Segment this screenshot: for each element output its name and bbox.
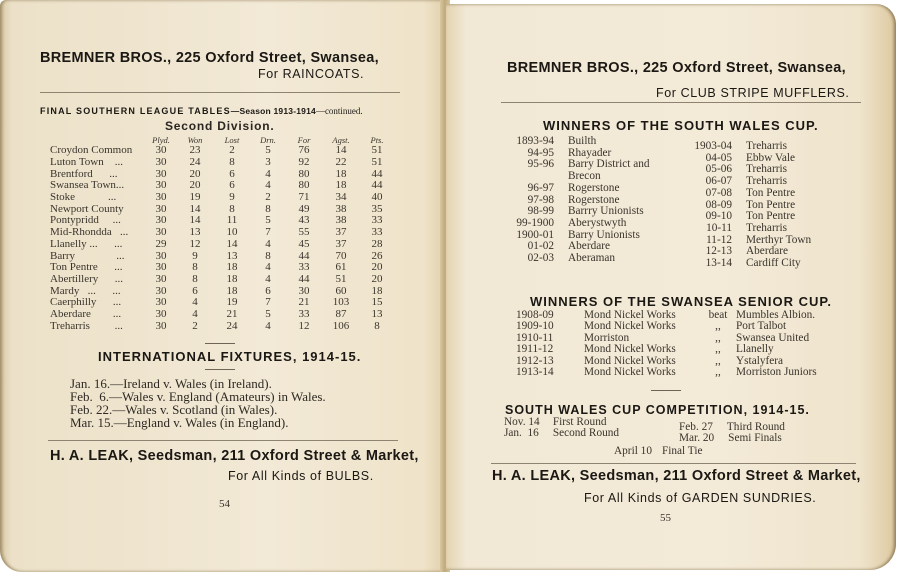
cell-won: 4 [192,307,198,320]
season: 1903-04 [694,140,732,152]
season: 02-03 [527,252,554,265]
season: 1908-09 [516,309,554,321]
col-against: Agst. [332,134,350,145]
round-date: Mar. 20 [679,432,715,444]
cell-goals-for: 76 [298,144,310,157]
cell-drawn: 2 [265,191,271,204]
season: 07-08 [705,186,732,199]
short-divider [205,343,235,344]
cup-winner-row [506,218,650,230]
cell-lost: 18 [226,272,238,285]
cell-goals-against: 87 [335,307,347,320]
team-name: Treharris ... [50,319,123,332]
cell-played: 30 [155,144,167,157]
cell-points: 26 [371,249,383,262]
cell-points: 33 [371,226,383,239]
cell-goals-against: 18 [335,179,347,192]
cell-played: 30 [155,191,167,204]
winner: Mond Nickel Works [584,366,676,379]
league-table [50,134,394,332]
cell-goals-for: 44 [298,272,310,285]
league-season: —Season 1913-1914 [230,106,316,116]
cell-lost: 9 [229,191,235,204]
season: 98-99 [527,205,554,218]
season: 1912-13 [516,354,554,367]
cell-lost: 2 [229,144,235,157]
season: 12-13 [705,245,732,258]
league-row [50,262,394,274]
team-name: Mid-Rhondda ... [50,226,129,239]
cell-played: 30 [155,284,167,297]
beat: ,, [715,343,721,356]
winner: Ton Pentre [746,198,796,211]
cell-goals-for: 49 [298,202,310,215]
cell-lost: 13 [226,249,238,262]
team-name: Newport County [50,202,124,215]
league-table-title [40,106,363,116]
cell-played: 29 [155,237,167,250]
cell-goals-against: 51 [335,272,347,285]
south-wales-cup-list-right [686,141,811,270]
cell-lost: 8 [229,202,235,215]
team-name: Llanelly ... ... [50,237,123,250]
league-row [50,285,394,297]
cell-won: 19 [189,191,201,204]
round-date: April 10 [614,445,652,457]
short-divider [651,390,681,391]
league-row [50,250,394,262]
cell-drawn: 4 [265,272,271,285]
col-drawn: Drn. [260,134,276,145]
cell-drawn: 5 [265,144,271,157]
cell-goals-against: 106 [332,319,350,332]
league-row [50,203,394,215]
swansea-cup-row [516,344,817,355]
winner: Barrry Unionists [568,205,644,218]
league-row [50,297,394,309]
cell-points: 33 [371,214,383,227]
cell-played: 30 [155,319,167,332]
season: 09-10 [705,210,732,223]
season: 06-07 [705,175,732,188]
cell-points: 35 [371,202,383,215]
cell-points: 8 [374,319,380,332]
cell-drawn: 5 [265,307,271,320]
season: 94-95 [527,146,554,159]
cell-drawn: 4 [265,261,271,274]
cell-played: 30 [155,261,167,274]
cell-won: 20 [189,167,201,180]
cell-lost: 6 [229,167,235,180]
cell-won: 8 [192,272,198,285]
cell-goals-for: 12 [298,319,310,332]
league-row [50,192,394,204]
beat: ,, [715,320,721,333]
short-divider [205,369,235,370]
winner: Barry Unionists [568,228,640,241]
winner: Rogerstone [568,193,620,206]
cell-won: 8 [192,261,198,274]
cell-goals-for: 80 [298,179,310,192]
season: 1913-14 [516,366,554,379]
beat: beat [708,309,728,321]
cell-points: 20 [371,272,383,285]
cell-lost: 18 [226,261,238,274]
cell-goals-against: 22 [335,156,347,169]
team-name: Ton Pentre ... [50,261,123,274]
cell-drawn: 8 [265,249,271,262]
team-name: Stoke ... [50,191,117,204]
cell-played: 30 [155,202,167,215]
runner-up: Swansea United [736,331,810,344]
winner: Aberdare [746,245,789,258]
cell-played: 30 [155,214,167,227]
season: 13-14 [705,257,732,270]
cell-goals-for: 80 [298,167,310,180]
winner: Treharris [746,140,788,152]
round-item [679,433,782,445]
cell-lost: 18 [226,284,238,297]
right-top-advert-line1: BREMNER BROS., 225 Oxford Street, Swansea, [507,60,846,76]
divider [491,463,856,464]
left-top-advert-line2: For RAINCOATS. [258,67,365,81]
cell-points: 44 [371,179,383,192]
winner: Treharris [746,175,788,188]
cell-points: 44 [371,167,383,180]
cell-lost: 24 [226,319,238,332]
runner-up: Llanelly [736,343,774,356]
col-points: Pts. [370,134,384,145]
swansea-cup-title: WINNERS OF THE SWANSEA SENIOR CUP. [530,294,832,309]
league-row [50,320,394,332]
cell-goals-against: 34 [335,191,347,204]
left-bottom-advert-line2: For All Kinds of BULBS. [228,469,374,483]
col-won: Won [187,134,203,145]
team-name: Caerphilly ... [50,296,122,309]
round-name: Final Tie [661,445,703,457]
cup-winner-row [686,188,811,200]
divider [501,102,861,103]
round-date: Nov. 14 [504,416,540,428]
round-name: First Round [552,416,607,428]
winner: Ton Pentre [746,186,796,199]
cell-won: 2 [192,319,198,332]
cup-winner-row [506,136,650,148]
competition-title: SOUTH WALES CUP COMPETITION, 1914-15. [505,403,810,417]
cell-won: 14 [189,214,201,227]
divider [40,92,400,93]
round-date: Feb. 27 [679,421,713,433]
cell-points: 20 [371,261,383,274]
season: 10-11 [706,221,732,234]
runner-up: Mumbles Albion. [736,309,816,321]
season: 08-09 [705,198,732,211]
league-row [50,227,394,239]
team-name: Pontypridd ... [50,214,121,227]
league-row [50,215,394,227]
round-item [504,428,619,440]
cell-played: 30 [155,167,167,180]
league-row [50,180,394,192]
cell-points: 40 [371,191,383,204]
divider [48,440,398,441]
cell-goals-against: 14 [335,144,347,157]
league-row [50,274,394,286]
winner: Barry District and [568,158,650,171]
cell-won: 23 [189,144,201,157]
page-number-left: 54 [219,498,230,510]
cup-winner-row [506,253,650,265]
winner: Merthyr Town [746,233,812,246]
round-name: Third Round [726,421,785,433]
cup-winner-row [686,141,811,153]
winner: Ton Pentre [746,210,796,223]
winner: Cardiff City [746,257,801,270]
cell-goals-against: 61 [335,261,347,274]
fixture-item: Jan. 16.—Ireland v. Wales (in Ireland). [70,376,272,391]
season: 1909-10 [516,320,554,333]
winner: Mond Nickel Works [584,354,676,367]
fixture-item: Feb. 6.—Wales v. England (Amateurs) in Wales. [70,389,326,404]
swansea-cup-list [516,310,817,378]
fixtures-title: INTERNATIONAL FIXTURES, 1914-15. [98,349,362,364]
page-number-right: 55 [660,512,671,524]
league-header-row [50,134,394,145]
round-name: Semi Finals [728,432,782,444]
cell-won: 6 [192,284,198,297]
cell-lost: 6 [229,179,235,192]
right-bottom-advert-line2: For All Kinds of GARDEN SUNDRIES. [584,491,817,505]
cell-goals-for: 21 [298,296,310,309]
cell-goals-for: 92 [298,156,310,169]
winner: Aberaman [568,252,616,265]
left-top-advert-line1: BREMNER BROS., 225 Oxford Street, Swansea, [40,50,379,66]
winner: Mond Nickel Works [584,343,676,356]
season: 95-96 [527,158,554,171]
round-date: Jan. 16 [504,427,539,439]
cell-lost: 14 [226,237,238,250]
season: 1893-94 [516,135,554,147]
cell-goals-for: 43 [298,214,310,227]
team-name: Abertillery ... [50,272,124,285]
cell-goals-for: 44 [298,249,310,262]
right-page [446,4,896,570]
winner: Brecon [568,170,601,183]
cell-goals-against: 38 [335,214,347,227]
cell-goals-against: 37 [335,226,347,239]
cell-lost: 8 [229,156,235,169]
runner-up: Port Talbot [736,320,787,333]
cell-goals-against: 70 [335,249,347,262]
cell-drawn: 7 [265,226,271,239]
team-name: Brentford ... [50,167,118,180]
cell-lost: 21 [226,307,238,320]
team-name: Swansea Town... [50,179,125,192]
south-wales-cup-title: WINNERS OF THE SOUTH WALES CUP. [543,118,819,133]
south-wales-cup-list-left [506,136,650,265]
left-page [0,0,446,572]
cell-drawn: 7 [265,296,271,309]
cell-goals-for: 55 [298,226,310,239]
cell-played: 30 [155,296,167,309]
winner: Treharris [746,221,788,234]
col-played: Plyd. [152,134,170,145]
col-lost: Lost [224,134,240,145]
cell-played: 30 [155,156,167,169]
season: 99-1900 [516,216,554,229]
fixture-item: Mar. 15.—England v. Wales (in England). [70,415,289,430]
season: 11-12 [706,233,732,246]
cell-drawn: 4 [265,179,271,192]
season: 97-98 [527,193,554,206]
right-top-advert-line2: For CLUB STRIPE MUFFLERS. [656,86,850,100]
team-name: Croydon Common [50,144,133,157]
beat: ,, [715,354,721,367]
team-name: Barry ... [50,249,125,262]
season: 96-97 [527,181,554,194]
runner-up: Morriston Juniors [736,366,817,379]
fixture-item: Feb. 22.—Wales v. Scotland (in Wales). [70,402,278,417]
league-row [50,239,394,251]
round-name: Second Round [552,427,620,439]
cup-winner-row [686,223,811,235]
cup-winner-row [506,183,650,195]
league-row [50,168,394,180]
winner: Ebbw Vale [746,151,796,164]
cell-won: 14 [189,202,201,215]
league-title-text: FINAL SOUTHERN LEAGUE TABLES [40,106,231,116]
team-name: Luton Town ... [50,156,123,169]
winner: Morriston [584,331,630,344]
winner: Rhayader [568,146,612,159]
cell-goals-against: 18 [335,167,347,180]
league-row [50,309,394,321]
winner: Aberdare [568,240,611,253]
cell-won: 20 [189,179,201,192]
season: 05-06 [705,163,732,176]
beat: ,, [715,366,721,379]
cell-goals-against: 37 [335,237,347,250]
left-bottom-advert-line1: H. A. LEAK, Seedsman, 211 Oxford Street & Market, [50,448,419,464]
cell-points: 28 [371,237,383,250]
runner-up: Ystalyfera [736,354,784,367]
team-name: Aberdare ... [50,307,122,320]
cell-won: 12 [189,237,201,250]
right-bottom-advert-line1: H. A. LEAK, Seedsman, 211 Oxford Street & Market, [492,468,861,484]
cell-played: 30 [155,249,167,262]
season: 1911-12 [516,343,554,356]
winner: Mond Nickel Works [584,309,676,321]
cell-played: 30 [155,226,167,239]
season: 1900-01 [516,228,554,241]
cell-drawn: 3 [265,156,271,169]
league-row [50,145,394,157]
cell-goals-against: 103 [332,296,350,309]
cell-goals-for: 30 [298,284,310,297]
cell-points: 51 [371,144,383,157]
season: 1910-11 [516,331,554,344]
round-item [614,446,702,458]
cell-drawn: 4 [265,237,271,250]
winner: Treharris [746,163,788,176]
cell-drawn: 4 [265,167,271,180]
cell-goals-against: 38 [335,202,347,215]
cell-goals-for: 45 [298,237,310,250]
cell-goals-against: 60 [335,284,347,297]
league-row [50,157,394,169]
col-for: For [297,134,311,145]
cup-winner-row [686,258,811,270]
cell-won: 13 [189,226,201,239]
swansea-cup-row [516,367,817,378]
winner: Rogerstone [568,181,620,194]
cell-goals-for: 33 [298,307,310,320]
winner: Builth [568,135,597,147]
league-continued: —continued. [315,106,363,116]
team-name: Mardy ... ... [50,284,121,297]
cell-won: 4 [192,296,198,309]
cell-goals-for: 33 [298,261,310,274]
cell-points: 51 [371,156,383,169]
cell-played: 30 [155,179,167,192]
winner: Mond Nickel Works [584,320,676,333]
cell-goals-for: 71 [298,191,310,204]
winner: Aberystwyth [568,216,627,229]
cell-won: 9 [192,249,198,262]
season: 04-05 [705,151,732,164]
cell-won: 24 [189,156,201,169]
cell-points: 15 [371,296,383,309]
division-title: Second Division. [165,119,275,133]
season: 01-02 [527,240,554,253]
cell-points: 18 [371,284,383,297]
cell-drawn: 4 [265,319,271,332]
cell-lost: 11 [226,214,238,227]
cell-drawn: 6 [265,284,271,297]
cell-played: 30 [155,307,167,320]
cell-drawn: 5 [265,214,271,227]
cell-lost: 10 [226,226,238,239]
cell-points: 13 [371,307,383,320]
cell-lost: 19 [226,296,238,309]
cell-drawn: 8 [265,202,271,215]
cell-played: 30 [155,272,167,285]
beat: ,, [715,331,721,344]
